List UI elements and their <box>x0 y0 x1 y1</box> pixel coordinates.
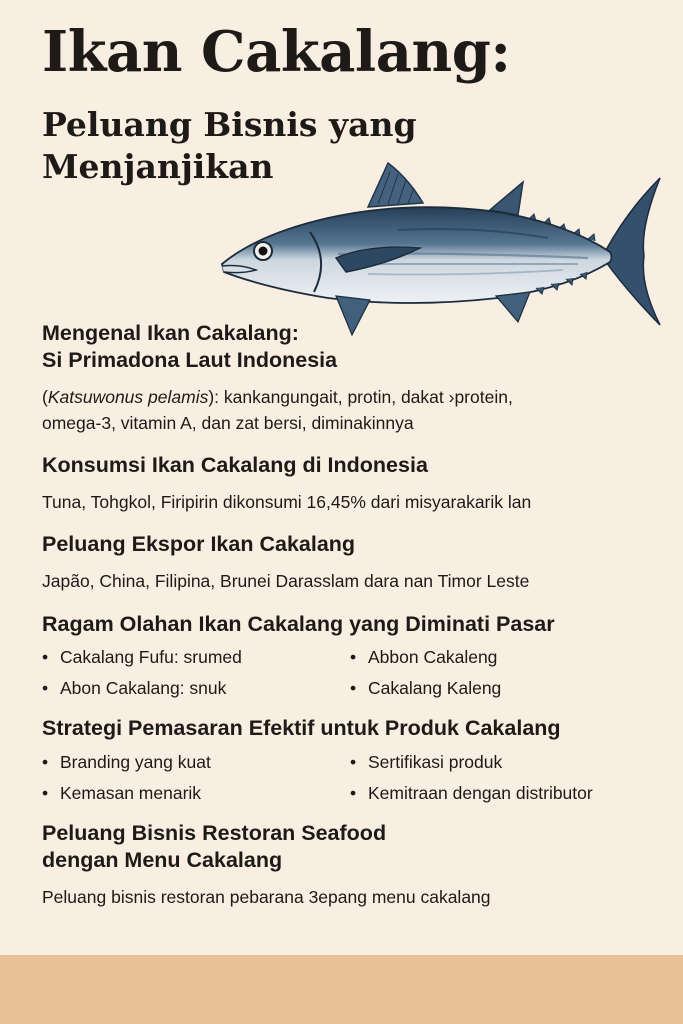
section-text: Peluang bisnis restoran pebarana 3epang menu cakalang <box>42 887 491 907</box>
heading-line-1: Mengenal Ikan Cakalang: <box>42 321 299 345</box>
text-line-2: omega-3, vitamin A, dan zat bersi, diminakinnya <box>42 413 414 433</box>
list-item: • Abon Cakalang: snuk <box>42 678 350 699</box>
skipjack-tuna-fish-illustration <box>218 160 668 340</box>
list-item: • Kemitraan dengan distributor <box>350 783 650 804</box>
text-line-1: ): kankangungait, protin, dakat ›protein, <box>208 386 513 407</box>
section-olahan <box>42 611 662 700</box>
content-sections <box>42 320 662 926</box>
bullet-list <box>42 752 662 804</box>
section-text: Japão, China, Filipina, Brunei Darasslam dara nan Timor Leste <box>42 571 530 592</box>
page-title: Ikan Cakalang: <box>42 19 511 85</box>
section-heading <box>42 820 662 874</box>
list-item: • Sertifikasi produk <box>350 752 650 773</box>
section-heading: Konsumsi Ikan Cakalang di Indonesia <box>42 453 428 478</box>
subtitle-line-2: Menjanjikan <box>42 147 274 187</box>
section-text <box>42 384 662 437</box>
section-mengenal <box>42 320 662 436</box>
heading-line-1: Peluang Bisnis Restoran Seafood <box>42 821 387 846</box>
footer-band <box>0 955 683 1024</box>
section-restoran <box>42 820 662 910</box>
text-paren: ( <box>42 386 48 407</box>
section-ekspor <box>42 531 662 594</box>
list-item: • Abbon Cakaleng <box>350 647 650 668</box>
section-strategi <box>42 715 662 804</box>
section-heading: Strategi Pemasaran Efektif untuk Produk Cakalang <box>42 716 561 741</box>
section-heading <box>42 320 662 374</box>
list-item: • Kemasan menarik <box>42 783 350 804</box>
section-heading: Peluang Ekspor Ikan Cakalang <box>42 532 356 557</box>
list-item: • Branding yang kuat <box>42 752 350 773</box>
section-heading: Ragam Olahan Ikan Cakalang yang Diminati Pasar <box>42 611 555 636</box>
list-item: • Cakalang Kaleng <box>350 678 650 699</box>
scientific-name: Katsuwonus pelamis <box>47 386 209 407</box>
subtitle-line-1: Peluang Bisnis yang <box>42 105 417 144</box>
bullet-list <box>42 647 662 699</box>
heading-line-2: Si Primadona Laut Indonesia <box>42 347 338 372</box>
section-text: Tuna, Tohgkol, Firipirin dikonsumi 16,45% dari misyarakarik lan <box>42 492 532 513</box>
heading-line-2: dengan Menu Cakalang <box>42 848 283 873</box>
list-item: • Cakalang Fufu: srumed <box>42 647 350 668</box>
section-konsumsi <box>42 452 662 515</box>
